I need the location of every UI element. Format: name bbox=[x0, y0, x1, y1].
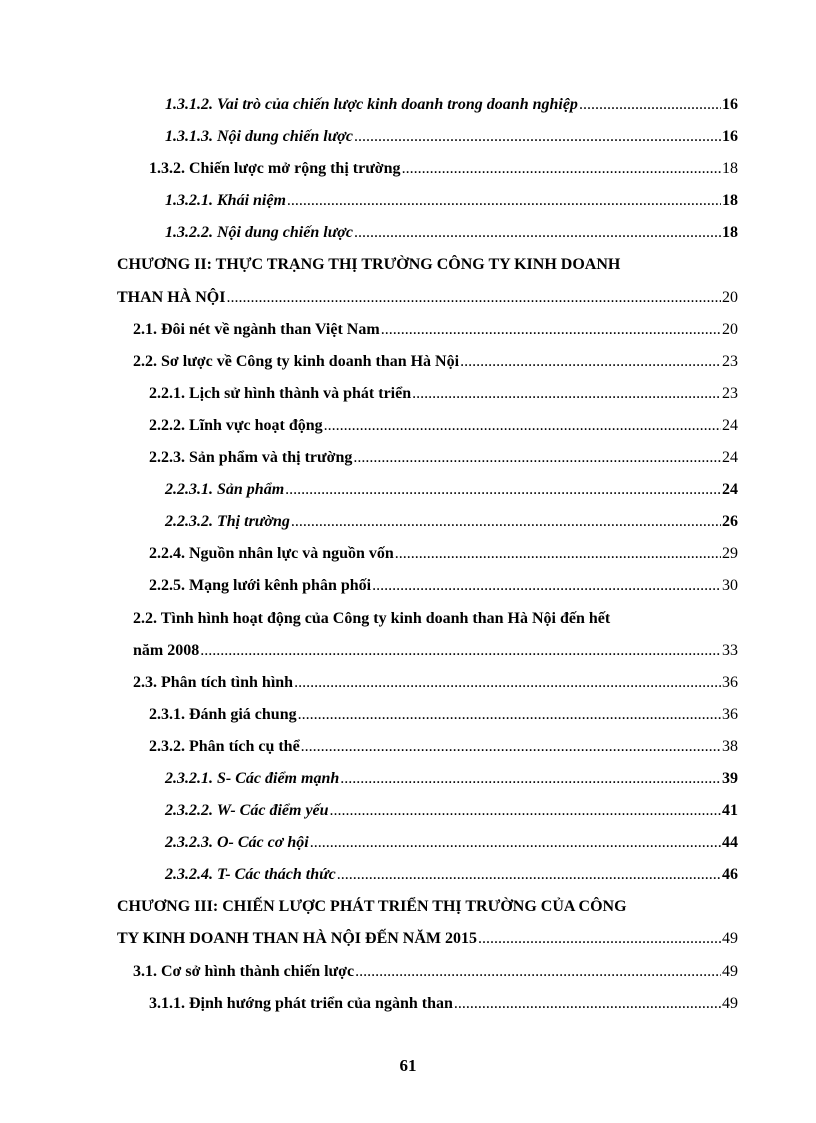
toc-entry-title-continued: THAN HÀ NỘI bbox=[117, 288, 226, 306]
toc-chapter-heading bbox=[0, 891, 816, 923]
toc-entry-page: 44 bbox=[722, 834, 738, 852]
toc-entry-title: 2.2.1. Lịch sử hình thành và phát triển bbox=[149, 384, 412, 402]
toc-entry-title: 2.2.3.1. Sản phẩm bbox=[165, 481, 285, 499]
toc-entry-title: 2.3.2. Phân tích cụ thể bbox=[149, 737, 300, 755]
page-number: 61 bbox=[399, 1056, 417, 1075]
toc-entry bbox=[0, 346, 816, 378]
toc-entry-page: 49 bbox=[722, 994, 738, 1012]
toc-entry bbox=[0, 410, 816, 442]
leader-dots bbox=[460, 346, 721, 378]
toc-entry-title: 2.2.3.2. Thị trường bbox=[165, 513, 290, 531]
toc-entry-page: 38 bbox=[722, 737, 738, 755]
toc-entry bbox=[0, 570, 816, 602]
leader-dots bbox=[226, 282, 721, 314]
toc-entry-title: 2.1. Đôi nét về ngành than Việt Nam bbox=[133, 320, 380, 338]
toc-entry bbox=[0, 185, 816, 217]
leader-dots bbox=[402, 153, 721, 185]
toc-entry-title: 2.3.1. Đánh giá chung bbox=[149, 705, 297, 723]
leader-dots bbox=[412, 378, 721, 410]
toc-entry-title: 2.3.2.4. T- Các thách thức bbox=[165, 866, 336, 884]
toc-entry-page: 18 bbox=[722, 160, 738, 178]
leader-dots bbox=[310, 827, 721, 859]
toc-entry-page: 46 bbox=[722, 866, 738, 884]
toc-entry-title: 2.2. Tình hình hoạt động của Công ty kinh doanh than Hà Nội đến hết bbox=[133, 609, 611, 627]
toc-entry bbox=[0, 282, 816, 314]
leader-dots bbox=[294, 667, 721, 699]
toc-entry bbox=[0, 378, 816, 410]
toc-entry-title: 2.3. Phân tích tình hình bbox=[133, 673, 294, 691]
toc-entry-title-continued: TY KINH DOANH THAN HÀ NỘI ĐẾN NĂM 2015 bbox=[117, 930, 478, 948]
toc-entry bbox=[0, 763, 816, 795]
toc-entry-title: 2.3.2.2. W- Các điểm yếu bbox=[165, 802, 329, 820]
leader-dots bbox=[324, 410, 721, 442]
toc-entry-title: 2.2.5. Mạng lưới kênh phân phối bbox=[149, 577, 372, 595]
toc-entry-title: 2.3.2.3. O- Các cơ hội bbox=[165, 834, 309, 852]
toc-entry-page: 23 bbox=[722, 384, 738, 402]
toc-entry-page: 18 bbox=[722, 192, 738, 210]
toc-entry-page: 30 bbox=[722, 577, 738, 595]
toc-entry-page: 41 bbox=[722, 802, 738, 820]
leader-dots bbox=[340, 763, 721, 795]
toc-entry-page: 23 bbox=[722, 352, 738, 370]
toc-entry-title: 1.3.1.3. Nội dung chiến lược bbox=[165, 128, 353, 146]
toc-entry-title: 3.1.1. Định hướng phát triển của ngành than bbox=[149, 994, 453, 1012]
toc-entry bbox=[0, 859, 816, 891]
leader-dots bbox=[200, 635, 721, 667]
toc-entry-page: 49 bbox=[722, 962, 738, 980]
toc-entry bbox=[0, 988, 816, 1020]
toc-entry bbox=[0, 506, 816, 538]
toc-entry bbox=[0, 923, 816, 955]
toc-entry bbox=[0, 538, 816, 570]
toc-entry-page: 36 bbox=[722, 705, 738, 723]
toc-entry-title: 1.3.2.2. Nội dung chiến lược bbox=[165, 224, 353, 242]
toc-entry-title: 2.2. Sơ lược về Công ty kinh doanh than Hà Nội bbox=[133, 352, 460, 370]
toc-section-heading bbox=[0, 603, 816, 635]
toc-entry-title: CHƯƠNG III: CHIẾN LƯỢC PHÁT TRIỂN THỊ TRƯỜNG CỦA CÔNG bbox=[117, 898, 627, 916]
table-of-contents bbox=[0, 89, 816, 1020]
toc-entry-title: 1.3.2. Chiến lược mở rộng thị trường bbox=[149, 160, 401, 178]
toc-entry bbox=[0, 474, 816, 506]
toc-entry-title: 2.3.2.1. S- Các điểm mạnh bbox=[165, 769, 340, 787]
toc-entry-title: 3.1. Cơ sở hình thành chiến lược bbox=[133, 962, 355, 980]
toc-entry-title: 2.2.2. Lĩnh vực hoạt động bbox=[149, 416, 323, 434]
leader-dots bbox=[301, 731, 721, 763]
toc-entry bbox=[0, 731, 816, 763]
toc-entry bbox=[0, 217, 816, 249]
leader-dots bbox=[372, 570, 721, 602]
leader-dots bbox=[330, 795, 721, 827]
toc-entry-title: 1.3.2.1. Khái niệm bbox=[165, 192, 286, 210]
leader-dots bbox=[287, 185, 721, 217]
toc-chapter-heading bbox=[0, 249, 816, 281]
leader-dots bbox=[381, 314, 721, 346]
toc-entry bbox=[0, 314, 816, 346]
leader-dots bbox=[454, 988, 721, 1020]
toc-entry-title-continued: năm 2008 bbox=[133, 641, 200, 659]
toc-entry bbox=[0, 635, 816, 667]
toc-entry-page: 39 bbox=[722, 769, 738, 787]
toc-entry bbox=[0, 795, 816, 827]
toc-entry-page: 29 bbox=[722, 545, 738, 563]
toc-entry-page: 26 bbox=[722, 513, 738, 531]
toc-entry-page: 36 bbox=[722, 673, 738, 691]
toc-entry-page: 24 bbox=[722, 481, 738, 499]
leader-dots bbox=[353, 442, 721, 474]
toc-entry bbox=[0, 667, 816, 699]
toc-entry bbox=[0, 121, 816, 153]
toc-entry-page: 49 bbox=[722, 930, 738, 948]
leader-dots bbox=[395, 538, 721, 570]
toc-entry-title: 1.3.1.2. Vai trò của chiến lược kinh doanh trong doanh nghiệp bbox=[165, 96, 578, 113]
leader-dots bbox=[579, 89, 721, 121]
toc-entry-page: 20 bbox=[722, 288, 738, 306]
leader-dots bbox=[291, 506, 721, 538]
leader-dots bbox=[285, 474, 721, 506]
leader-dots bbox=[354, 217, 721, 249]
leader-dots bbox=[478, 923, 721, 955]
toc-entry-page: 18 bbox=[722, 224, 738, 242]
toc-entry-title: 2.2.3. Sản phẩm và thị trường bbox=[149, 449, 353, 467]
toc-entry bbox=[0, 827, 816, 859]
leader-dots bbox=[298, 699, 721, 731]
leader-dots bbox=[355, 956, 721, 988]
toc-entry-page: 16 bbox=[722, 128, 738, 146]
toc-entry bbox=[0, 442, 816, 474]
toc-entry-page: 33 bbox=[722, 641, 738, 659]
toc-entry bbox=[0, 153, 816, 185]
leader-dots bbox=[354, 121, 721, 153]
toc-entry bbox=[0, 956, 816, 988]
toc-entry bbox=[0, 699, 816, 731]
leader-dots bbox=[337, 859, 721, 891]
toc-entry-page: 16 bbox=[722, 96, 738, 113]
toc-entry-title: CHƯƠNG II: THỰC TRẠNG THỊ TRƯỜNG CÔNG TY KINH DOANH bbox=[117, 256, 621, 274]
toc-entry-title: 2.2.4. Nguồn nhân lực và nguồn vốn bbox=[149, 545, 394, 563]
toc-entry bbox=[0, 89, 816, 121]
toc-entry-page: 24 bbox=[722, 449, 738, 467]
toc-entry-page: 20 bbox=[722, 320, 738, 338]
toc-entry-page: 24 bbox=[722, 416, 738, 434]
